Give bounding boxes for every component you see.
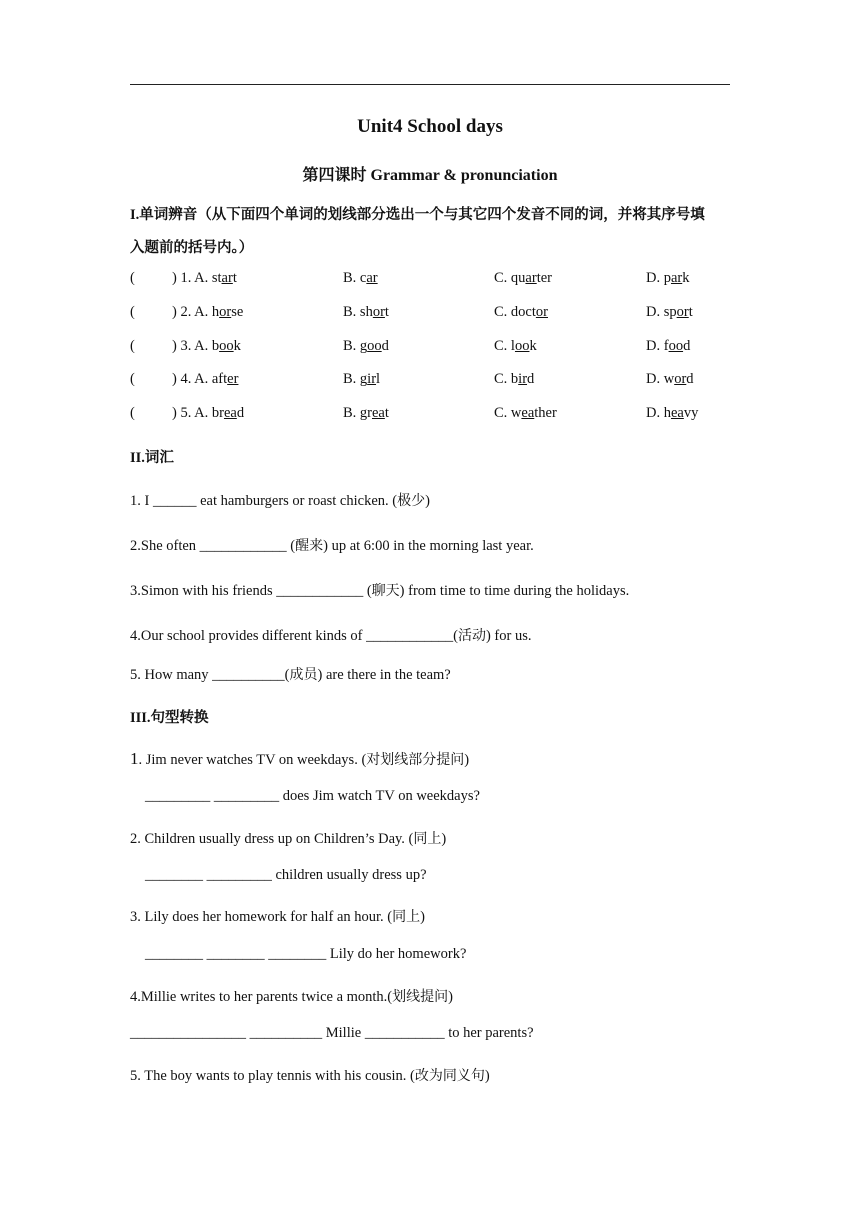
option-d — [646, 338, 690, 355]
chinese-hint: 成员 — [289, 667, 318, 683]
underlined-letters: ir — [367, 371, 377, 387]
header-rule — [130, 84, 730, 85]
section3-heading: III.句型转换 — [130, 710, 209, 726]
option-c-word: C. doctor — [494, 304, 548, 320]
chinese-hint: 划线提问 — [392, 989, 449, 1005]
option-c — [494, 338, 537, 355]
chinese-hint: 活动 — [457, 628, 486, 644]
option-d-word: D. food — [646, 338, 691, 354]
vocab-question: 1. I ______ eat hamburgers or roast chicken. (极少) — [130, 493, 430, 509]
underlined-letters: oo — [367, 338, 382, 354]
option-b — [343, 270, 378, 287]
answer-paren: ( — [130, 405, 135, 421]
option-a-word: book — [211, 338, 241, 354]
option-d-word: D. heavy — [646, 405, 699, 421]
option-c — [494, 371, 534, 388]
underlined-letters: ea — [670, 405, 684, 421]
transform-question: 3. Lily does her homework for half an hour. (同上) — [130, 909, 425, 925]
option-b — [343, 371, 380, 388]
option-c-word: C. bird — [494, 371, 535, 387]
option-b-word: B. short — [343, 304, 389, 320]
option-b-word: B. girl — [343, 371, 381, 387]
option-a: ) 5. A. bread — [172, 405, 245, 421]
option-b — [343, 304, 389, 321]
option-a: ) 4. A. after — [172, 371, 239, 387]
option-c — [494, 304, 548, 321]
chinese-hint: 醒来 — [295, 538, 324, 554]
option-d — [646, 371, 694, 388]
option-a-word: bread — [211, 405, 245, 421]
option-a: ) 3. A. book — [172, 338, 241, 354]
vocab-question: 3.Simon with his friends ____________ (聊天) from time to time during the holidays. — [130, 583, 630, 599]
option-c-word: C. quarter — [494, 270, 552, 286]
option-b-word: B. car — [343, 270, 378, 286]
transform-question: 5. The boy wants to play tennis with his cousin. (改为同义句) — [130, 1068, 490, 1084]
underlined-letters: or — [219, 304, 232, 320]
option-d-word: D. sport — [646, 304, 693, 320]
underlined-letters: ar — [221, 270, 233, 286]
section1-heading-cont: 入题前的括号内。） — [130, 240, 254, 256]
answer-line: ________ _________ children usually dress up? — [145, 867, 427, 883]
underlined-letters: er — [227, 371, 239, 387]
underlined-letters: or — [674, 371, 687, 387]
chinese-hint: 同上 — [392, 909, 421, 925]
option-d-word: D. park — [646, 270, 690, 286]
page-title: Unit4 School days — [357, 116, 503, 137]
answer-paren: ( — [130, 304, 135, 320]
option-d — [646, 304, 693, 321]
underlined-letters: or — [372, 304, 385, 320]
chinese-hint: 同上 — [413, 831, 442, 847]
answer-paren: ( — [130, 371, 135, 387]
answer-paren: ( — [130, 338, 135, 354]
option-c-word: C. weather — [494, 405, 557, 421]
transform-question: 4.Millie writes to her parents twice a month.(划线提问) — [130, 989, 453, 1005]
option-b — [343, 338, 389, 355]
answer-line: ________ ________ ________ Lily do her homework? — [145, 946, 467, 962]
underlined-letters: oo — [668, 338, 684, 354]
option-b — [343, 405, 389, 422]
underlined-letters: ir — [518, 371, 528, 387]
chinese-hint: 改为同义句 — [414, 1068, 485, 1084]
answer-line: ________________ __________ Millie ___________ to her parents? — [130, 1025, 534, 1041]
underlined-letters: ar — [366, 270, 378, 286]
option-a-word: horse — [211, 304, 244, 320]
underlined-letters: oo — [514, 338, 530, 354]
option-b-word: B. great — [343, 405, 389, 421]
chinese-hint: 对划线部分提问 — [366, 752, 465, 768]
option-a: ) 2. A. horse — [172, 304, 244, 320]
option-c-word: C. look — [494, 338, 537, 354]
chinese-hint: 极少 — [397, 493, 426, 509]
vocab-question: 5. How many __________(成员) are there in the team? — [130, 667, 451, 683]
underlined-letters: or — [676, 304, 689, 320]
vocab-question: 2.She often ____________ (醒来) up at 6:00 in the morning last year. — [130, 538, 534, 554]
option-b-word: B. good — [343, 338, 389, 354]
underlined-letters: ar — [670, 270, 683, 286]
section2-heading: II.词汇 — [130, 450, 174, 466]
option-c — [494, 270, 552, 287]
option-d — [646, 405, 698, 422]
underlined-letters: ea — [521, 405, 535, 421]
answer-line: _________ _________ does Jim watch TV on weekdays? — [145, 788, 480, 804]
answer-paren: ( — [130, 270, 135, 286]
question-number: 1 — [130, 749, 139, 768]
option-a-word: after — [211, 371, 239, 387]
option-d — [646, 270, 690, 287]
transform-question: 1. Jim never watches TV on weekdays. (对划线部分提问) — [130, 749, 470, 768]
option-a: ) 1. A. start — [172, 270, 237, 286]
transform-question: 2. Children usually dress up on Children’s Day. (同上) — [130, 831, 447, 847]
underlined-letters: ea — [372, 405, 385, 421]
chinese-hint: 聊天 — [371, 583, 400, 599]
section1-heading: I.单词辨音（从下面四个单词的划线部分选出一个与其它四个发音不同的词，并将其序号填 — [130, 207, 705, 223]
option-a-word: start — [211, 270, 237, 286]
option-d-word: D. word — [646, 371, 694, 387]
underlined-letters: ea — [223, 405, 237, 421]
underlined-letters: ar — [525, 270, 537, 286]
underlined-letters: oo — [219, 338, 234, 354]
vocab-question: 4.Our school provides different kinds of ____________(活动) for us. — [130, 628, 532, 644]
underlined-letters: or — [535, 304, 548, 320]
page-subtitle: 第四课时 Grammar & pronunciation — [302, 167, 558, 184]
option-c — [494, 405, 557, 422]
